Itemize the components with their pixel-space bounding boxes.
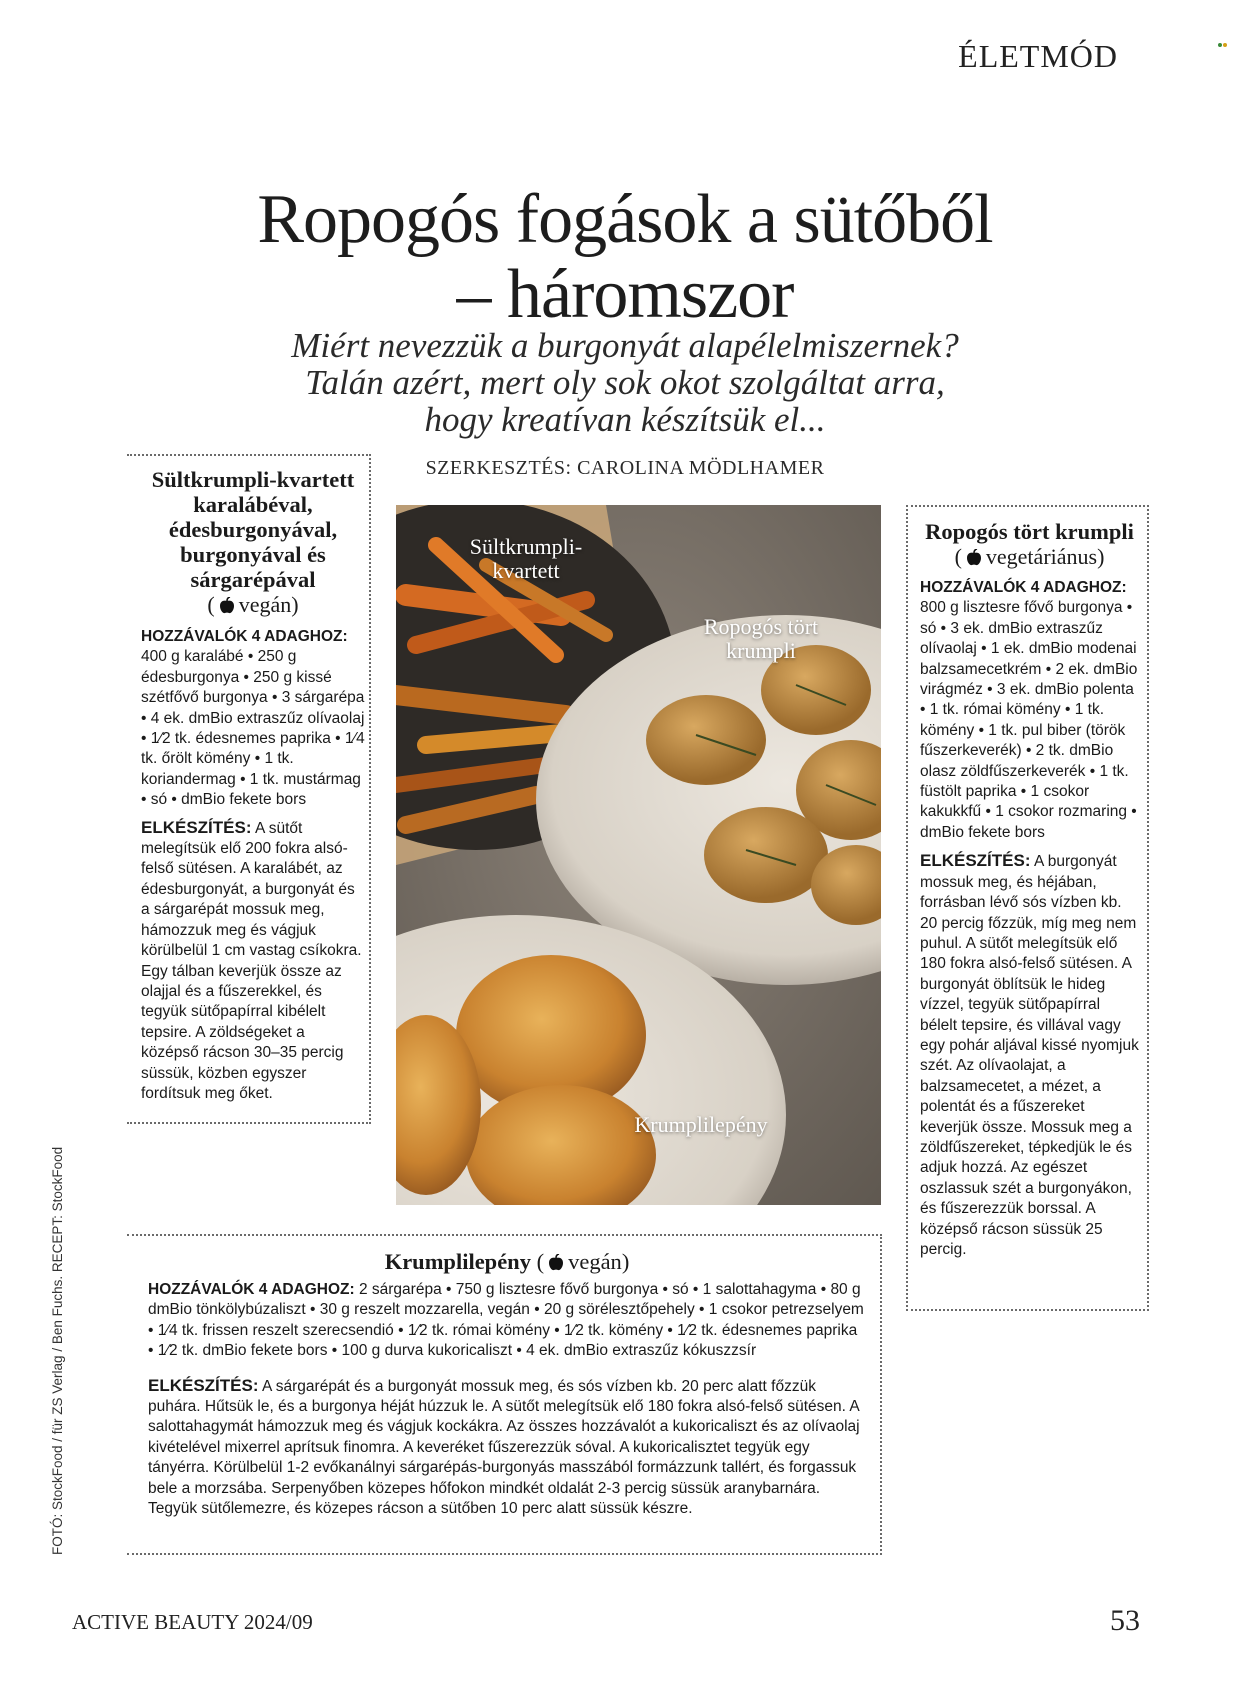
ingredients-text: 2 sárgarépa • 750 g lisztesre fővő burgonya • só • 1 salottahagyma • 80 g dmBio tönkölybúzaliszt • 30 g reszelt mozzarella, vegán • 20 g sörélesztőpehely • 1 csokor petrezselyem • 1⁄4 tk. frissen reszelt szerecsendió • 1⁄2 tk. római kömény • 1⁄2 tk. kömény • 1⁄2 tk. édesnemes paprika • 1⁄2 tk. dmBio fekete bors • 100 g durva kukoricaliszt • 4 ek. dmBio extraszűz kókuszzsír	[148, 1281, 864, 1360]
byline: SZERKESZTÉS: CAROLINA MÖDLHAMER	[425, 457, 825, 479]
ingredients-label: HOZZÁVALÓK 4 ADAGHOZ:	[920, 579, 1127, 596]
apple-icon	[966, 549, 982, 566]
method-label: ELKÉSZÍTÉS:	[141, 817, 252, 837]
recipe-title-text: Krumplilepény	[384, 1249, 531, 1274]
recipe-title-left: Sültkrumpli-kvartett karalábéval, édesburgonyával, burgonyával és sárgarépával	[151, 467, 355, 592]
photo-label-fries: Sültkrumpli-kvartett	[469, 534, 583, 583]
method-right	[920, 851, 1139, 1260]
ingredients-text: 400 g karalábé • 250 g édesburgonya • 250 g kissé szétfővő burgonya • 3 sárgarépa • 4 ek. dmBio extraszűz olívaolaj • 1⁄2 tk. édesnemes paprika • 1⁄4 tk. őrölt kömény • 1 tk. koriandermag • 1 tk. mustármag • só • dmBio fekete bors	[141, 648, 365, 809]
tag-label: vegetáriánus	[985, 544, 1098, 569]
article-title-line1: Ropogós fogások a sütőből	[257, 181, 993, 258]
ingredients-right	[920, 578, 1139, 843]
method-left	[141, 818, 365, 1105]
recipe-box-left	[127, 454, 371, 1124]
lead-line-1: Miért nevezzük a burgonyát alapélelmiszernek?	[291, 326, 959, 365]
ingredients-left	[141, 627, 365, 811]
method-text: A burgonyát mossuk meg, és héjában, forrásban lévő sós vízben kb. 20 percig főzzük, míg meg nem puhul. A sütőt melegítsük elő 180 fokra alsó-felső sütésen. A burgonyát öblítsük le hideg vízzel, tegyük sütőpapírral bélelt tepsire, és villával vagy egy pohár aljával kissé nyomjuk szét. Az olívaolajat, a balzsamecetet, a mézet, a polentát és a fűszereket keverjük össze. Mossuk meg a zöldfűszereket, tépkedjük le és adjuk hozzá. Az egészet oszlassuk szét a burgonyákon, és fűszerezzük borssal. A középső rácson süssük 25 percig.	[920, 853, 1139, 1258]
page-number: 53	[1110, 1604, 1140, 1637]
ingredients-text: 800 g lisztesre fővő burgonya • só • 3 ek. dmBio extraszűz olívaolaj • 1 ek. dmBio modenai balzsamecetkrém • 2 ek. dmBio virágméz • 3 ek. dmBio polenta • 1 tk. római kömény • 1 tk. kömény • 1 tk. pul biber (török fűszerkeverék) • 2 tk. dmBio olasz zöldfűszerkeverék • 1 tk. füstölt paprika • 1 csokor kakukkfű • 1 csokor rozmaring • dmBio fekete bors	[920, 599, 1138, 841]
apple-icon	[548, 1254, 564, 1271]
method-text: A sárgarépát és a burgonyát mossuk meg, és sós vízben kb. 20 perc alatt főzzük puhára. Hűtsük le, és a burgonya héját húzzuk le. A sütőt melegítsük elő 180 fokra alsó-felső sütésen. A salottahagymát hámozzuk meg és vágjuk kockákra. Az összes hozzávalót a kukoricaliszt és az olívaolaj kivételével mixerrel aprítsuk finomra. A keveréket fűszerezzük sóval. A kukoricalisztet tegyük egy tányérra. Körülbelül 1-2 evőkanálnyi sárgarépás-burgonyás masszából formázzunk tallért, és forgassuk bele a morzsába. Serpenyőben közepes hőfokon mindkét oldalát 2-3 percig süssük aranybarnára. Tegyük sütőlemezre, és közepes rácson a sütőben 10 perc alatt süssük készre.	[148, 1377, 860, 1518]
method-text: A sütőt melegítsük elő 200 fokra alsó-felső sütésen. A karalábét, az édesburgonyát, a burgonyát és a sárgarépát mossuk meg, hámozzuk meg és vágjuk körülbelül 1 cm vastag csíkokra. Egy tálban keverjük össze az olajjal és a fűszerekkel, és tegyük sütőpapírral kibélelt tepsire. A zöldségeket a középső rácson 30–35 percig süssük, közben egyszer fordítsuk meg őket.	[141, 819, 362, 1102]
method-bottom	[148, 1376, 866, 1520]
recipe-tag-left: ( vegán)	[207, 592, 299, 617]
recipe-title-right: Ropogós tört krumpli	[925, 519, 1134, 544]
article-title-line2: – háromszor	[456, 256, 794, 333]
method-label: ELKÉSZÍTÉS:	[920, 851, 1031, 871]
food-photo	[396, 505, 881, 1205]
method-label: ELKÉSZÍTÉS:	[148, 1375, 259, 1395]
photo-label-smashed: Ropogós tört krumpli	[703, 614, 819, 663]
recipe-tag-right: ( vegetáriánus)	[954, 544, 1105, 569]
recipe-box-right	[906, 505, 1149, 1311]
apple-icon	[219, 597, 235, 614]
tag-label: vegán	[568, 1249, 622, 1274]
food-photo-image	[396, 505, 881, 1205]
tag-label: vegán	[238, 592, 292, 617]
magazine-issue: ACTIVE BEAUTY 2024/09	[72, 1610, 313, 1634]
recipe-title-bottom: Krumplilepény ( vegán)	[384, 1249, 630, 1274]
photo-credit: FOTÓ: StockFood / für ZS Verlag / Ben Fuchs. RECEPT: StockFood	[50, 1146, 65, 1555]
corner-dots-icon	[1218, 34, 1228, 42]
section-label: ÉLETMÓD	[958, 38, 1118, 74]
ingredients-label: HOZZÁVALÓK 4 ADAGHOZ:	[141, 628, 348, 645]
ingredients-bottom	[148, 1280, 866, 1362]
lead-line-3: hogy kreatívan készítsük el...	[424, 400, 826, 439]
photo-label-patties: Krumplilepény	[634, 1112, 768, 1137]
ingredients-label: HOZZÁVALÓK 4 ADAGHOZ:	[148, 1281, 355, 1298]
lead-line-2: Talán azért, mert oly sok okot szolgáltat arra,	[305, 363, 945, 402]
recipe-box-bottom	[127, 1234, 882, 1555]
